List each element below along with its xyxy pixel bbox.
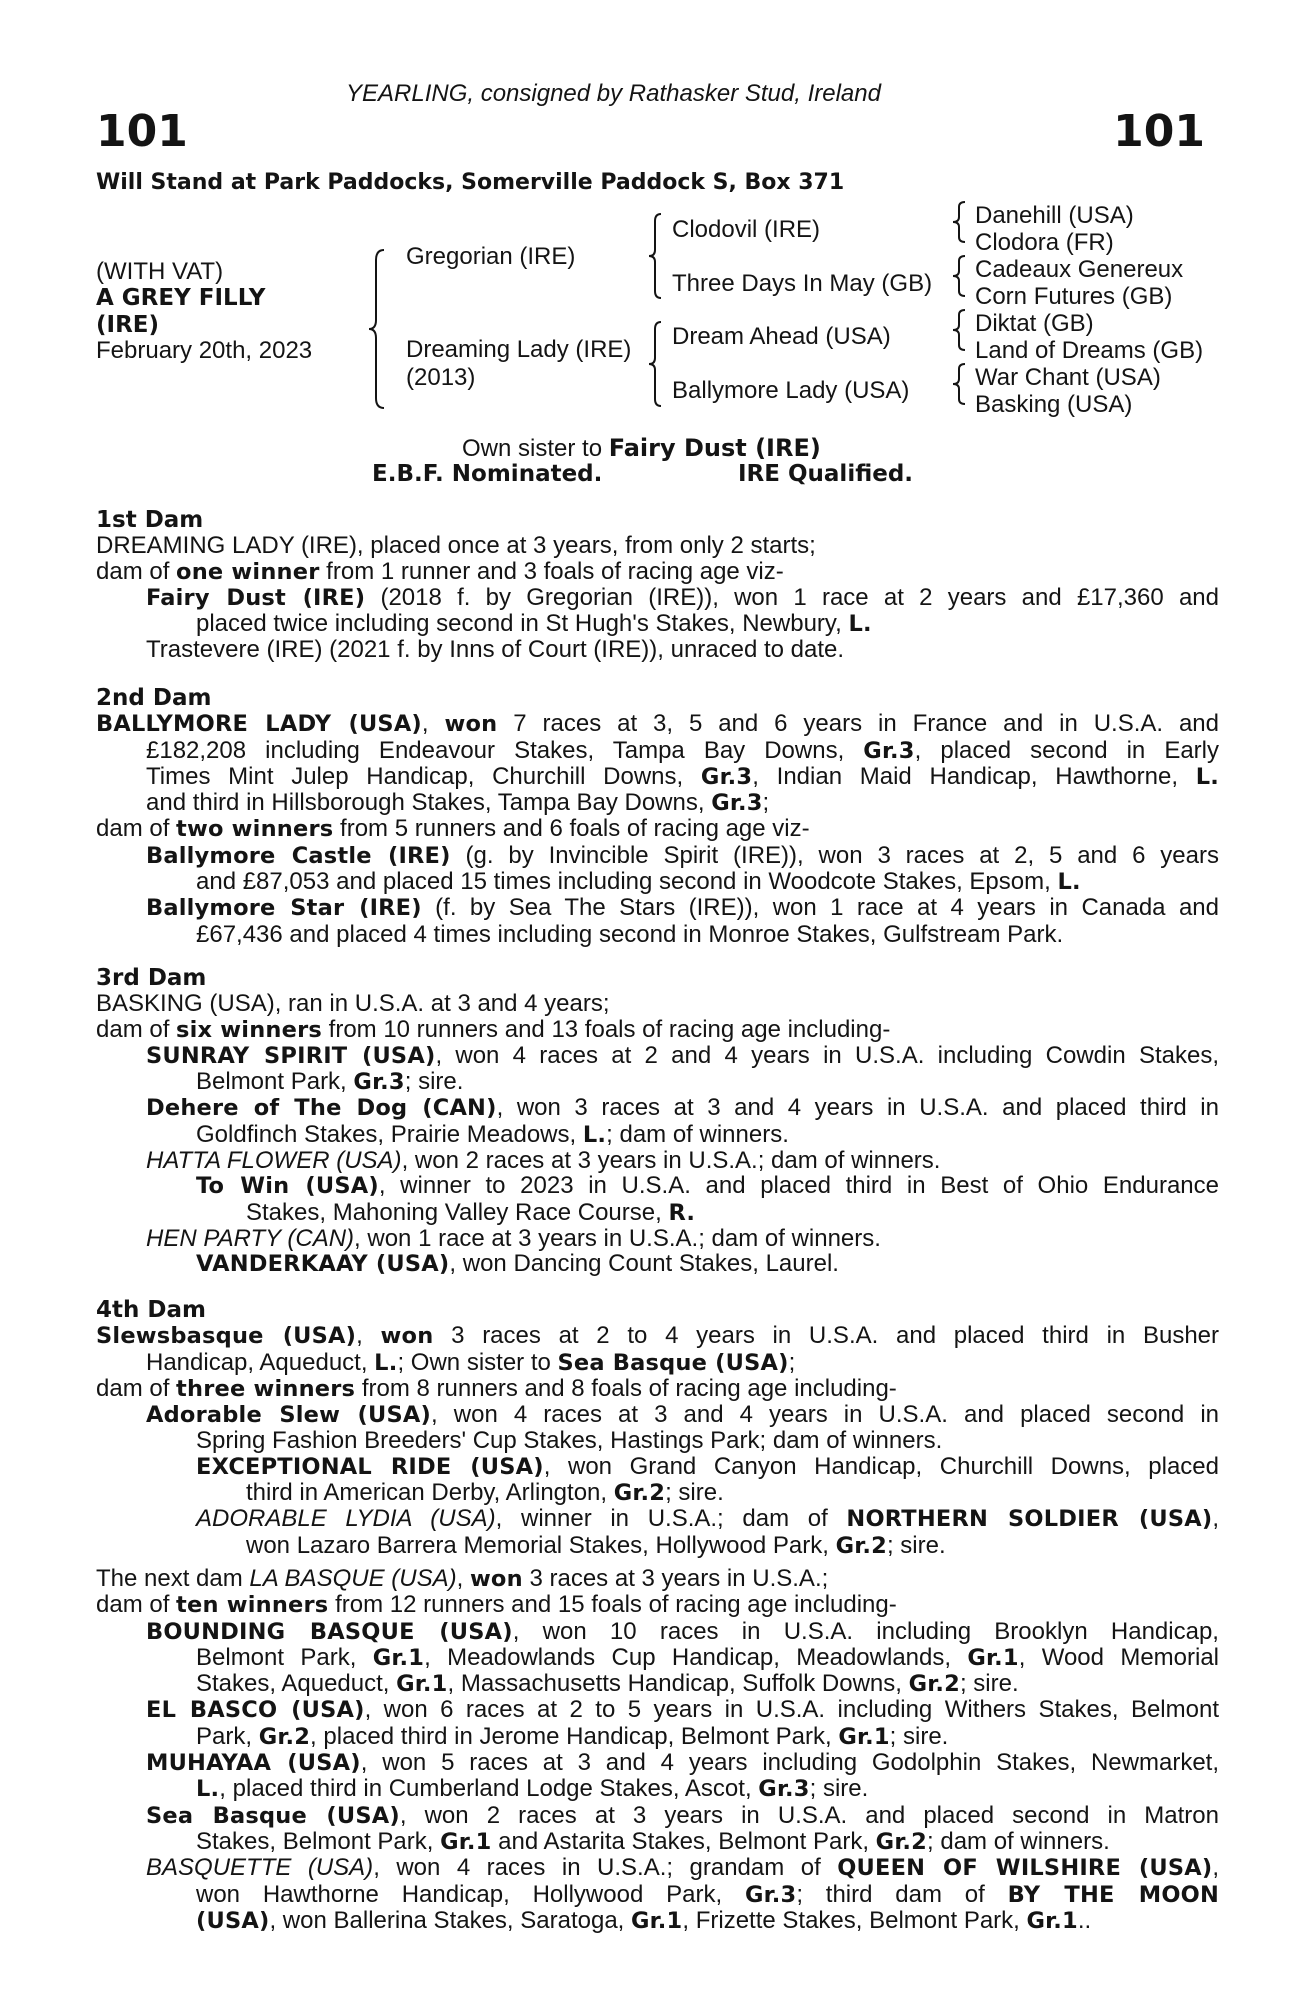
dam-line: BALLYMORE LADY (USA), won 7 races at 3, 5 and 6 years in France and in U.S.A. and [96, 710, 1219, 738]
second-dam-section [96, 686, 1219, 947]
dss-name: Diktat (GB) [975, 310, 1094, 337]
progeny-line: Stakes, Aqueduct, Gr.1, Massachusetts Handicap, Suffolk Downs, Gr.2; sire. [196, 1670, 1019, 1698]
section-heading: 1st Dam [96, 507, 204, 533]
fourth-dam-section [96, 1298, 1219, 1559]
progeny-line: HATTA FLOWER (USA), won 2 races at 3 years in U.S.A.; dam of winners. [146, 1147, 941, 1175]
pedigree-brace-ss [950, 200, 968, 244]
dam-line: dam of two winners from 5 runners and 6 foals of racing age viz- [96, 815, 810, 843]
dam-dam-name: Ballymore Lady (USA) [672, 377, 910, 404]
progeny-line: Ballymore Castle (IRE) (g. by Invincible Spirit (IRE)), won 3 races at 2, 5 and 6 years [146, 841, 1219, 869]
dds-name: War Chant (USA) [975, 364, 1161, 391]
pedigree-brace-sd [950, 254, 968, 298]
dam-line: Slewsbasque (USA), won 3 races at 2 to 4 years in U.S.A. and placed third in Busher [96, 1322, 1220, 1350]
dam-line: Handicap, Aqueduct, L.; Own sister to Sea Basque (USA); [146, 1348, 796, 1376]
lot-number-right: 101 [1113, 106, 1205, 157]
progeny-line: L., placed third in Cumberland Lodge Stakes, Ascot, Gr.3; sire. [196, 1775, 869, 1803]
consignment-header: YEARLING, consigned by Rathasker Stud, Ireland [346, 80, 881, 107]
sire-dam-name: Three Days In May (GB) [672, 270, 933, 297]
dam-name: Dreaming Lady (IRE) [406, 336, 632, 363]
section-heading: 3rd Dam [96, 965, 207, 991]
ssd-name: Clodora (FR) [975, 229, 1114, 256]
dam-year: (2013) [406, 364, 476, 391]
progeny-line: BOUNDING BASQUE (USA), won 10 races in U.S.A. including Brooklyn Handicap, [146, 1617, 1219, 1645]
progeny-line: Park, Gr.2, placed third in Jerome Handicap, Belmont Park, Gr.1; sire. [196, 1722, 949, 1750]
vat-label: (WITH VAT) [96, 258, 224, 285]
dam-line: BASKING (USA), ran in U.S.A. at 3 and 4 years; [96, 990, 610, 1018]
dam-sire-name: Dream Ahead (USA) [672, 323, 891, 350]
progeny-line: Sea Basque (USA), won 2 races at 3 years in U.S.A. and placed second in Matron [146, 1801, 1219, 1829]
ddd-name: Basking (USA) [975, 391, 1133, 418]
dam-line: dam of three winners from 8 runners and 8 foals of racing age including- [96, 1374, 897, 1402]
dam-line: and third in Hillsborough Stakes, Tampa Bay Downs, Gr.3; [146, 789, 770, 817]
progeny-line: Trastevere (IRE) (2021 f. by Inns of Court (IRE)), unraced to date. [146, 636, 845, 664]
dam-line: The next dam LA BASQUE (USA), won 3 races at 3 years in U.S.A.; [96, 1565, 829, 1592]
progeny-line: HEN PARTY (CAN), won 1 race at 3 years in U.S.A.; dam of winners. [146, 1224, 881, 1252]
sdd-name: Corn Futures (GB) [975, 283, 1173, 310]
progeny-line: ADORABLE LYDIA (USA), winner in U.S.A.; dam of NORTHERN SOLDIER (USA), [196, 1505, 1219, 1533]
dsd-name: Land of Dreams (GB) [975, 337, 1204, 364]
dam-line: £182,208 including Endeavour Stakes, Tampa Bay Downs, Gr.3, placed second in Early [146, 736, 1219, 764]
progeny-line: SUNRAY SPIRIT (USA), won 4 races at 2 and 4 years in U.S.A. including Cowdin Stakes, [146, 1041, 1220, 1069]
pedigree-brace-dam [646, 320, 664, 408]
progeny-line: EXCEPTIONAL RIDE (USA), won Grand Canyon Handicap, Churchill Downs, placed [196, 1452, 1219, 1480]
progeny-line: Fairy Dust (IRE) (2018 f. by Gregorian (IRE)), won 1 race at 2 years and £17,360 and [146, 583, 1219, 611]
progeny-line: VANDERKAAY (USA), won Dancing Count Stakes, Laurel. [196, 1250, 839, 1278]
progeny-line: Dehere of The Dog (CAN), won 3 races at 3 and 4 years in U.S.A. and placed third in [146, 1094, 1219, 1122]
section-heading: 4th Dam [96, 1297, 206, 1323]
dam-line: Times Mint Julep Handicap, Churchill Downs, Gr.3, Indian Maid Handicap, Hawthorne, L. [146, 762, 1220, 790]
sds-name: Cadeaux Genereux [975, 256, 1184, 283]
progeny-line: and £87,053 and placed 15 times including second in Woodcote Stakes, Epsom, L. [196, 868, 1081, 896]
first-dam-section [96, 508, 1219, 663]
horse-name-line2: (IRE) [96, 312, 160, 338]
progeny-line: Spring Fashion Breeders' Cup Stakes, Hastings Park; dam of winners. [196, 1427, 943, 1455]
progeny-line: BASQUETTE (USA), won 4 races in U.S.A.; grandam of QUEEN OF WILSHIRE (USA), [146, 1854, 1220, 1882]
horse-name-line1: A GREY FILLY [96, 285, 266, 311]
next-dam-section [96, 1566, 1219, 1934]
pedigree-brace-sire [646, 212, 664, 300]
own-sister-note [462, 434, 821, 463]
progeny-line: To Win (USA), winner to 2023 in U.S.A. and placed third in Best of Ohio Endurance [196, 1172, 1219, 1200]
progeny-line: £67,436 and placed 4 times including second in Monroe Stakes, Gulfstream Park. [196, 920, 1064, 948]
progeny-line: Stakes, Mahoning Valley Race Course, R. [246, 1198, 696, 1226]
progeny-line: (USA), won Ballerina Stakes, Saratoga, Gr.1, Frizette Stakes, Belmont Park, Gr.1.. [196, 1906, 1092, 1934]
progeny-line: third in American Derby, Arlington, Gr.2; sire. [246, 1479, 724, 1507]
progeny-line: Belmont Park, Gr.3; sire. [196, 1068, 464, 1096]
pedigree-brace-main [366, 248, 388, 410]
own-sister-prefix: Own sister to [462, 435, 609, 462]
progeny-line: MUHAYAA (USA), won 5 races at 3 and 4 years including Godolphin Stakes, Newmarket, [146, 1749, 1220, 1777]
progeny-line: placed twice including second in St Hugh's Stakes, Newbury, L. [196, 610, 872, 638]
sss-name: Danehill (USA) [975, 202, 1134, 229]
third-dam-section [96, 966, 1219, 1278]
progeny-line: Belmont Park, Gr.1, Meadowlands Cup Handicap, Meadowlands, Gr.1, Wood Memorial [196, 1643, 1220, 1671]
section-heading: 2nd Dam [96, 685, 212, 711]
progeny-line: EL BASCO (USA), won 6 races at 2 to 5 years in U.S.A. including Withers Stakes, Belmont [146, 1696, 1219, 1724]
progeny-line: won Hawthorne Handicap, Hollywood Park, Gr.3; third dam of BY THE MOON [196, 1880, 1220, 1908]
pedigree-brace-ds [950, 308, 968, 352]
own-sister-name: Fairy Dust (IRE) [608, 434, 821, 462]
dam-line: DREAMING LADY (IRE), placed once at 3 years, from only 2 starts; [96, 532, 816, 560]
ebf-nominated: E.B.F. Nominated. [372, 461, 603, 487]
foaling-date: February 20th, 2023 [96, 337, 313, 364]
stand-location: Will Stand at Park Paddocks, Somerville Paddock S, Box 371 [96, 170, 845, 195]
dam-line: dam of one winner from 1 runner and 3 foals of racing age viz- [96, 557, 784, 585]
dam-line: dam of six winners from 10 runners and 13 foals of racing age including- [96, 1015, 891, 1043]
dam-line: dam of ten winners from 12 runners and 15 foals of racing age including- [96, 1591, 897, 1619]
progeny-line: Adorable Slew (USA), won 4 races at 3 and 4 years in U.S.A. and placed second in [146, 1401, 1219, 1429]
lot-number-left: 101 [96, 106, 188, 157]
progeny-line: won Lazaro Barrera Memorial Stakes, Hollywood Park, Gr.2; sire. [246, 1531, 946, 1559]
ire-qualified: IRE Qualified. [738, 461, 914, 487]
sire-sire-name: Clodovil (IRE) [672, 216, 821, 243]
progeny-line: Stakes, Belmont Park, Gr.1 and Astarita Stakes, Belmont Park, Gr.2; dam of winners. [196, 1827, 1110, 1855]
pedigree-brace-dd [950, 362, 968, 406]
progeny-line: Goldfinch Stakes, Prairie Meadows, L.; dam of winners. [196, 1120, 789, 1148]
sire-name: Gregorian (IRE) [406, 243, 576, 270]
progeny-line: Ballymore Star (IRE) (f. by Sea The Stars (IRE)), won 1 race at 4 years in Canada and [146, 894, 1219, 922]
